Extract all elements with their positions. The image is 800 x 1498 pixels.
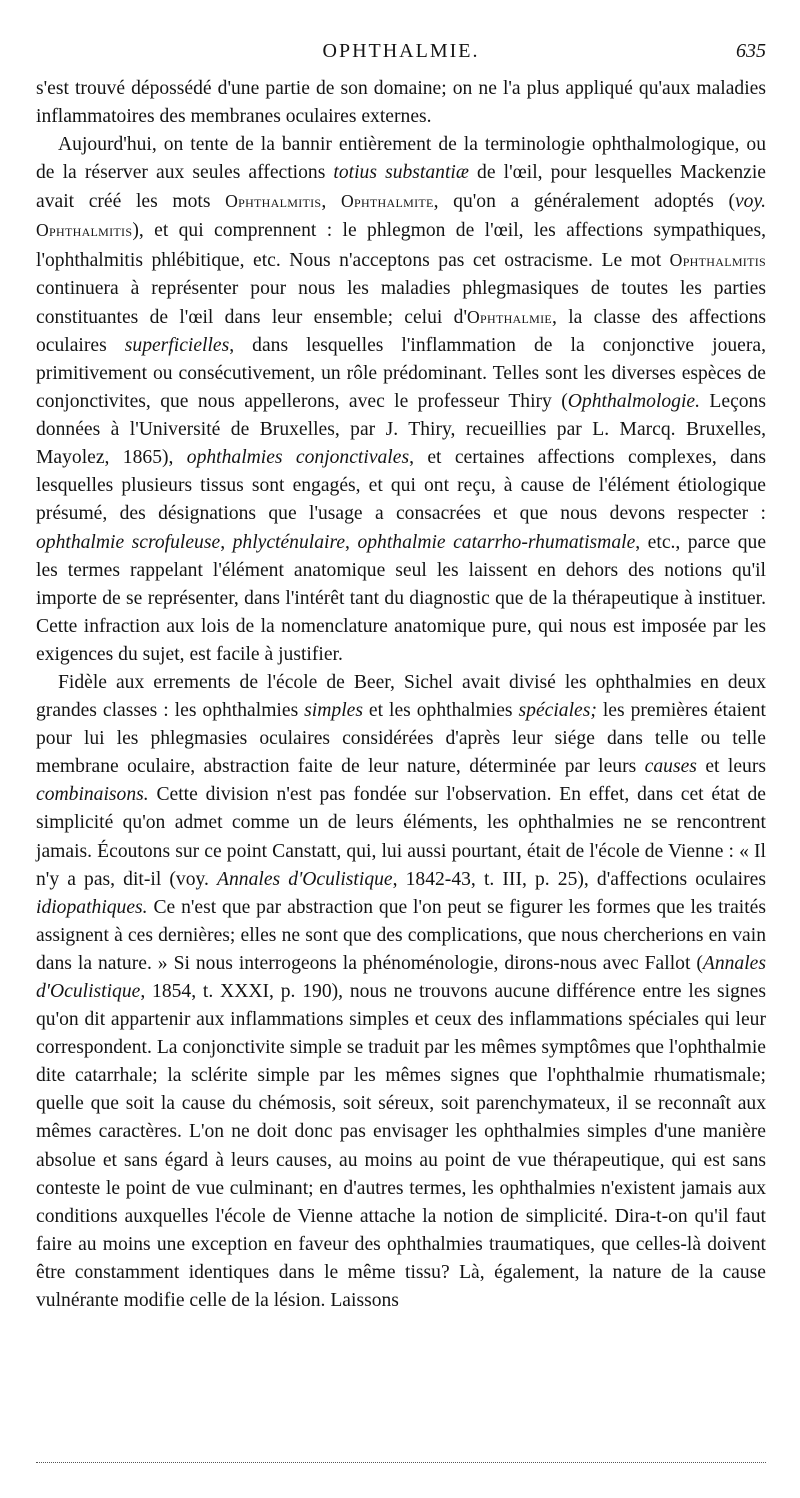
text-run: , (345, 531, 358, 553)
text-run: Cette division n'est pas fondée sur l'observation. En effet, dans cet état de simplicité qu'on admet comme un de leurs éléments, les ophthalmies ne se rencontrent jamais. Écoutons sur ce point Canstatt, qui, lui aussi pourtant, était de l'école de Vienne : « Il n'y a pas, dit-il (voy. (36, 784, 766, 890)
text-run: , et certaines affections complexes, dans lesquelles plusieurs tissus sont engagés, et qui ont reçu, à cause de l'élément étiologique présumé, des désignations que l'usage a consacrées et que nous devons respecter : (36, 447, 766, 525)
paragraph-1 (36, 75, 766, 131)
italic-run: ophthalmie scrofuleuse (36, 531, 221, 553)
text-run: , dans lesquelles l'inflammation de la conjonctive jouera, primitivement ou consécutivement, un rôle prédominant. Telles sont les diverses espèces de conjonctivites, que nous appellerons, avec le professeur Thiry ( (36, 334, 766, 413)
paragraph-2 (36, 131, 766, 669)
italic-run: ophthalmies conjonctivales (186, 447, 410, 469)
running-title: OPHTHALMIE. (322, 40, 480, 62)
small-caps-term: Ophthalmite (340, 191, 434, 212)
italic-run: superficielles (124, 334, 230, 356)
text-run: , la classe des affections oculaires (36, 306, 766, 356)
text-run: ), et qui comprennent : le phlegmon de l'œil, les affections sympathiques, l'ophthalmitis phlébitique, etc. Nous n'acceptons pas cet ostracisme. Le mot (36, 220, 766, 271)
italic-run: phlycténulaire (232, 531, 346, 553)
italic-run: Annales d'Oculistique (217, 868, 393, 890)
small-caps-term: Ophthalmitis (225, 191, 322, 212)
page-number: 635 (736, 40, 766, 62)
italic-run: Ophthalmologie. (567, 391, 701, 413)
text-run: , 1842-43, t. III, p. 25), d'affections oculaires (392, 868, 766, 890)
italic-run: spéciales; (518, 700, 597, 722)
small-caps-term: Ophthalmitis (36, 220, 133, 241)
text-run: les premières étaient pour lui les phlegmasies oculaires considérées d'après leur siége dans telle ou telle membrane oculaire, abstraction faite de leur nature, déterminée par leurs (36, 700, 767, 778)
text-run: continuera à représenter pour nous les maladies phlegmasiques de toutes les parties constituantes de l'œil dans leur ensemble; celui d' (36, 277, 766, 328)
text-run: , (321, 191, 341, 213)
body-text (36, 75, 766, 1315)
italic-run: Annales d'Oculistique (36, 952, 766, 1002)
italic-run: simples (304, 700, 363, 722)
italic-run: combinaisons. (36, 784, 149, 806)
running-head (36, 40, 766, 70)
text-run: s'est trouvé dépossédé d'une partie de son domaine; on ne l'a plus appliqué qu'aux maladies inflammatoires des membranes oculaires externes. (36, 78, 766, 128)
italic-run: idiopathiques. (36, 896, 148, 918)
text-run: Leçons données à l'Université de Bruxelles, par J. Thiry, recueillies par L. Marcq. Bruxelles, Mayolez, 1865), (36, 391, 766, 469)
text-run: et leurs (696, 756, 767, 778)
text-run: de l'œil, pour lesquelles Mackenzie avait créé les mots (36, 162, 766, 213)
footer-dotted-rule (36, 1462, 766, 1463)
text-run: , 1854, t. XXXI, p. 190), nous ne trouvons aucune différence entre les signes qu'on dit appartenir aux inflammations simples et ceux des inflammations spéciales qui leur correspondent. La conjonctivite simple se traduit par les mêmes symptômes que l'ophthalmie dite catarrhale; la sclérite simple par les mêmes signes que l'ophthalmie rhumatismale; quelle que soit la cause du chémosis, soit séreux, soit parenchymateux, il se reconnaît aux mêmes caractères. L'on ne doit donc pas envisager les ophthalmies simples d'une manière absolue et sans égard à leurs causes, au moins au point de vue thérapeutique, qui est sans conteste le point de vue culminant; en d'autres termes, les ophthalmies n'existent jamais aux conditions auxquelles l'école de Vienne attache la notion de simplicité. Dira-t-on qu'il faut faire au moins une exception en faveur des ophthalmies traumatiques, que celles-là doivent être constamment identiques dans le même tissu? Là, également, la nature de la cause vulnérante modifie celle de la lésion. Laissons (36, 981, 766, 1312)
text-run: , (220, 531, 233, 553)
italic-run: voy. (734, 191, 766, 213)
italic-run: totius substantiæ (333, 162, 469, 184)
text-run: Aujourd'hui, on tente de la bannir entièrement de la terminologie ophthalmologique, ou de la réserver aux seules affections (36, 134, 766, 184)
text-run: Ce n'est que par abstraction que l'on peut se figurer les formes que les traités assignent à ces dernières; elles ne sont que des complications, que nous chercherions en vain dans la nature. » Si nous interrogeons la phénoménologie, dirons-nous avec Fallot ( (36, 896, 766, 974)
text-run: , etc., parce que les termes rappelant l'élément anatomique seul les laissent en dehors des notions qu'il importe de se représenter, dans l'intérêt tant du diagnostic que de la thérapeutique à instituer. Cette infraction aux lois de la nomenclature anatomique pure, qui nous est imposée par les exigences du sujet, est facile à justifier. (36, 531, 767, 665)
italic-run: causes (644, 756, 697, 778)
text-run: Fidèle aux errements de l'école de Beer, Sichel avait divisé les ophthalmies en deux grandes classes : les ophthalmies (36, 671, 766, 722)
small-caps-term: Ophthalmitis (669, 249, 766, 270)
small-caps-term: Ophthalmie (466, 306, 553, 327)
italic-run: ophthalmie catarrho-rhumatismale (357, 531, 636, 553)
text-run: et les ophthalmies (362, 700, 519, 722)
paragraph-3 (36, 669, 766, 1315)
text-run: , qu'on a généralement adoptés ( (433, 191, 735, 213)
